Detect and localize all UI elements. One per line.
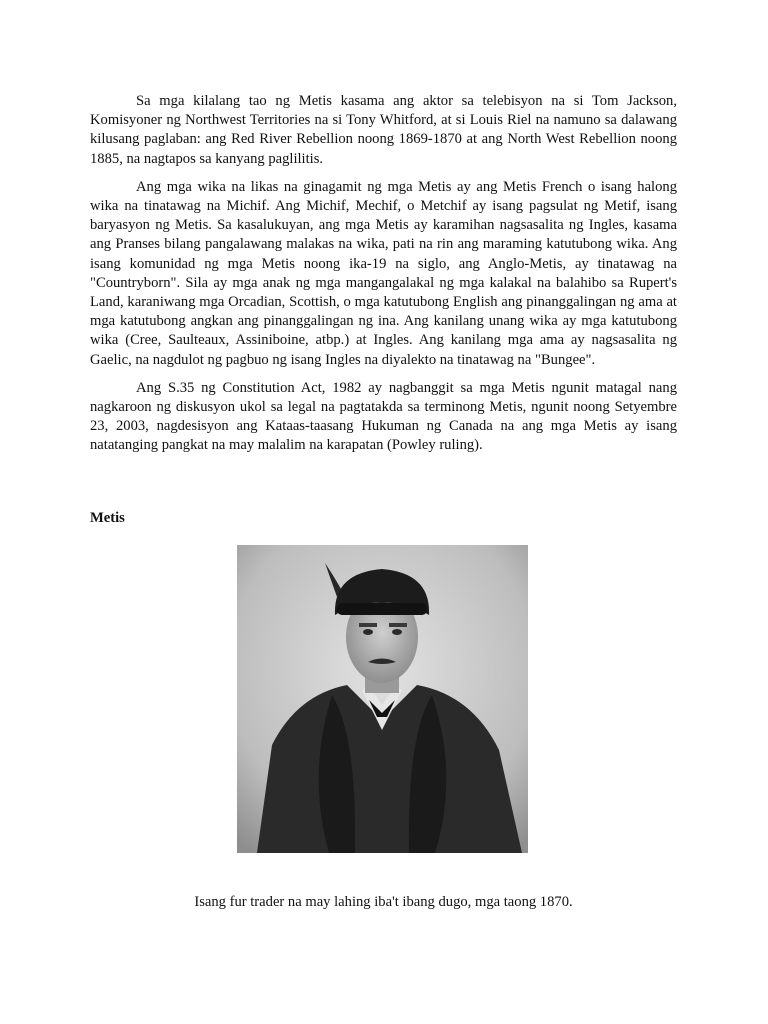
photo-caption: Isang fur trader na may lahing iba't ibang dugo, mga taong 1870. xyxy=(194,894,573,910)
paragraph-2: Ang mga wika na likas na ginagamit ng mga Metis ay ang Metis French o isang halong wika na tinatawag na Michif. Ang Michif, Mechif, o Metchif ay isang pagsulat ng Metif, isang baryasyon ng Metis. Sa kasalukuyan, ang mga Metis ay karamihan nagsasalita ng Ingles, kasama ang Pranses bilang pangalawang malakas na wika, pati na rin ang maraming katutubong wika. Ang isang komunidad ng mga Metis noong ika-19 na siglo, ang Anglo-Metis, ay tinatawag na "Countryborn". Sila ay mga anak ng mga mangangalakal ng mga kalakal na balahibo sa Rupert's Land, karaniwang mga Orcadian, Scottish, o mga katutubong English ang pinanggalingan ng ama at mga katutubong angkan ang pinanggalingan ng ina. Ang kanilang unang wika ay mga katutubong wika (Cree, Saulteaux, Assiniboine, atbp.) at Ingles. Ang kanilang mga ama ay nagsasalita ng Gaelic, na nagdulot ng pagbuo ng isang Ingles na diyalekto na tinatawag na "Bungee". xyxy=(90,178,677,368)
paragraph-1: Sa mga kilalang tao ng Metis kasama ang aktor sa telebisyon na si Tom Jackson, Komisyoner ng Northwest Territories na si Tony Whitford, at si Louis Riel na namuno sa dalawang kilusang paglaban: ang Red River Rebellion noong 1869-1870 at ang North West Rebellion noong 1885, na nagtapos sa kanyang paglilitis. xyxy=(90,93,677,167)
portrait-photo xyxy=(237,545,528,853)
paragraph-3: Ang S.35 ng Constitution Act, 1982 ay nagbanggit sa mga Metis ngunit matagal nang nagkaroon ng diskusyon ukol sa legal na pagtatakda sa terminong Metis, ngunit noong Setyembre 23, 2003, nagdesisyon ang Kataas-taasang Hukuman ng Canada na ang mga Metis ay isang natatanging pangkat na may malalim na karapatan (Powley ruling). xyxy=(90,379,677,454)
section-heading: Metis xyxy=(90,510,125,526)
body-text xyxy=(90,92,677,465)
